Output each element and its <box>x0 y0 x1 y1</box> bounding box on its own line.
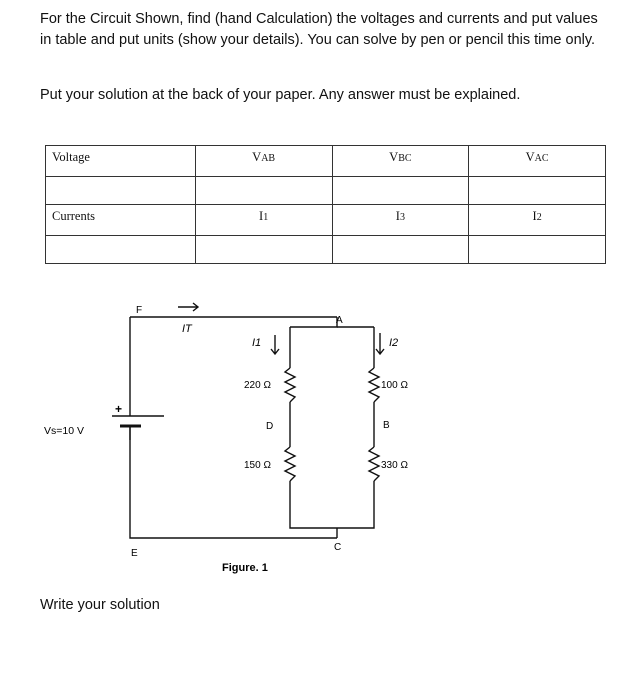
i2-label: I2 <box>389 337 399 349</box>
node-a-label: A <box>336 315 343 326</box>
resistor-100 <box>369 368 379 402</box>
vbc-header: VBC <box>332 146 469 177</box>
i1-header: I1 <box>195 205 332 236</box>
resistor-220 <box>285 368 295 402</box>
i1-label: I1 <box>252 337 262 349</box>
i3-header: I3 <box>332 205 469 236</box>
resistor-150-label: 150 Ω <box>244 460 271 471</box>
submission-note: Put your solution at the back of your paper. Any answer must be explained. <box>40 87 521 103</box>
node-e-label: E <box>131 548 138 559</box>
currents-label: Currents <box>46 205 196 236</box>
wire-top-right <box>290 317 337 327</box>
resistor-220-label: 220 Ω <box>244 380 271 391</box>
node-b-label: B <box>383 420 390 431</box>
wire-left-branch <box>290 327 337 528</box>
arrow-i1 <box>271 335 279 354</box>
voltage-label: Voltage <box>46 146 196 177</box>
node-d-label: D <box>266 421 274 432</box>
resistor-150 <box>285 447 295 481</box>
arrow-total-current <box>178 303 198 311</box>
total-current-label: IT <box>182 323 192 335</box>
i2-header: I2 <box>469 205 606 236</box>
wire-bottom-left <box>130 440 337 538</box>
wire-right-branch <box>337 327 374 528</box>
node-f-label: F <box>136 305 143 316</box>
plus-sign: + <box>115 402 123 416</box>
figure-caption: Figure. 1 <box>222 562 268 574</box>
arrow-i2 <box>376 333 384 354</box>
write-solution-label: Write your solution <box>40 597 160 613</box>
resistor-330-label: 330 Ω <box>381 460 408 471</box>
source-voltage-label: Vs=10 V <box>44 425 84 437</box>
resistor-100-label: 100 Ω <box>381 380 408 391</box>
vac-header: VAC <box>469 146 606 177</box>
resistor-330 <box>369 447 379 481</box>
instructions-paragraph: For the Circuit Shown, find (hand Calculation) the voltages and currents and put values in table and put units (show your details). You can solve by pen or pencil this time only. <box>40 11 598 48</box>
node-c-label: C <box>334 542 342 553</box>
vab-header: VAB <box>195 146 332 177</box>
battery-symbol <box>112 416 164 440</box>
